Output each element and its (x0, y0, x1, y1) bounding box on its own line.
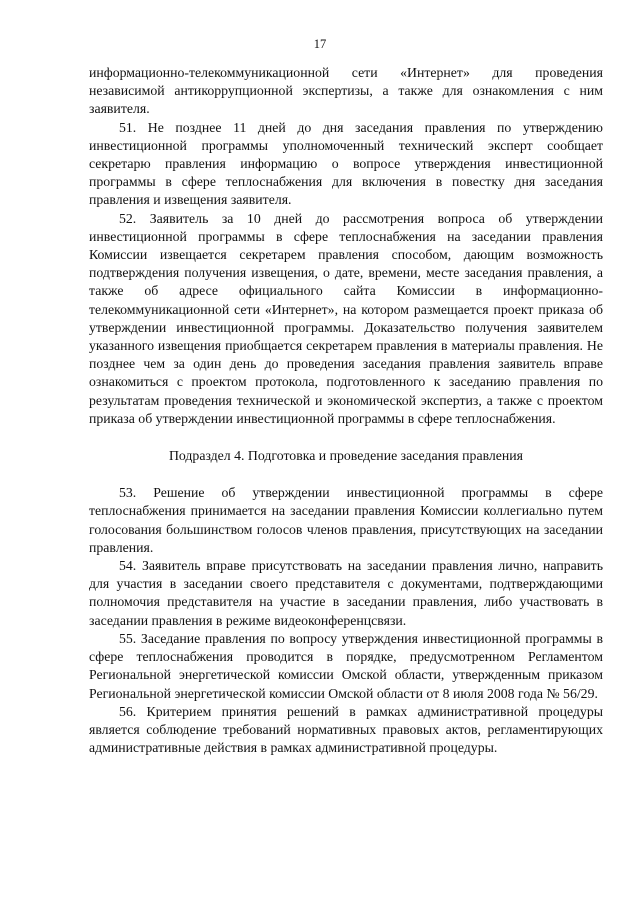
document-body (89, 64, 603, 757)
subsection-title: Подраздел 4. Подготовка и проведение заседания правления (168, 448, 524, 464)
paragraph-51: 51. Не позднее 11 дней до дня заседания правления по утверждению инвестиционной программы уполномоченный технический эксперт сообщает секретарю правления информацию о вопросе утверждения инвестиционной программы в сфере теплоснабжения для включения в повестку дня заседания правления и извещения заявителя. (89, 119, 603, 208)
paragraph-55: 55. Заседание правления по вопросу утверждения инвестиционной программы в сфере теплоснабжения проводится в порядке, предусмотренном Регламентом Региональной энергетической комиссии Омской области, утвержденным приказом Региональной энергетической комиссии Омской области от 8 июля 2008 года № 56/29. (89, 630, 603, 701)
paragraph-53: 53. Решение об утверждении инвестиционной программы в сфере теплоснабжения принимается на заседании правления Комиссии коллегиально путем голосования большинством голосов членов правления, присутствующих на заседании правления. (89, 485, 603, 555)
paragraph-52: 52. Заявитель за 10 дней до рассмотрения вопроса об утверждении инвестиционной программы в сфере теплоснабжения на заседании правления Комиссии извещается секретарем правления способом, дающим возможность подтверждения получения извещения, о дате, времени, месте заседания правления, а также об адресе официального сайта Комиссии в информационно-телекоммуникационной сети «Интернет», на котором размещается проект приказа об утверждении инвестиционной программы. Доказательство получения заявителем указанного извещения приобщается секретарем правления в материалы правления. Не позднее чем за один день до проведения заседания правления заявитель вправе ознакомиться с проектом протокола, подготовленного к заседанию правления по результатам проведения технической и экономической экспертиз, а также с проектом приказа об утверждении инвестиционной программы в сфере теплоснабжения. (89, 210, 603, 426)
paragraph-54: 54. Заявитель вправе присутствовать на заседании правления лично, направить для участия в заседании своего представителя с документами, подтверждающими полномочия представителя на участие в заседании правления, либо участвовать в заседании правления в режиме видеоконференцсвязи. (89, 558, 603, 628)
paragraph-50-continuation: информационно-телекоммуникационной сети «Интернет» для проведения независимой антикоррупционной экспертизы, а также для ознакомления с ним заявителя. (89, 65, 603, 117)
paragraph-56: 56. Критерием принятия решений в рамках административной процедуры является соблюдение требований нормативных правовых актов, регламентирующих административные действия в рамках административной процедуры. (89, 703, 603, 756)
page-number: 17 (313, 37, 327, 51)
